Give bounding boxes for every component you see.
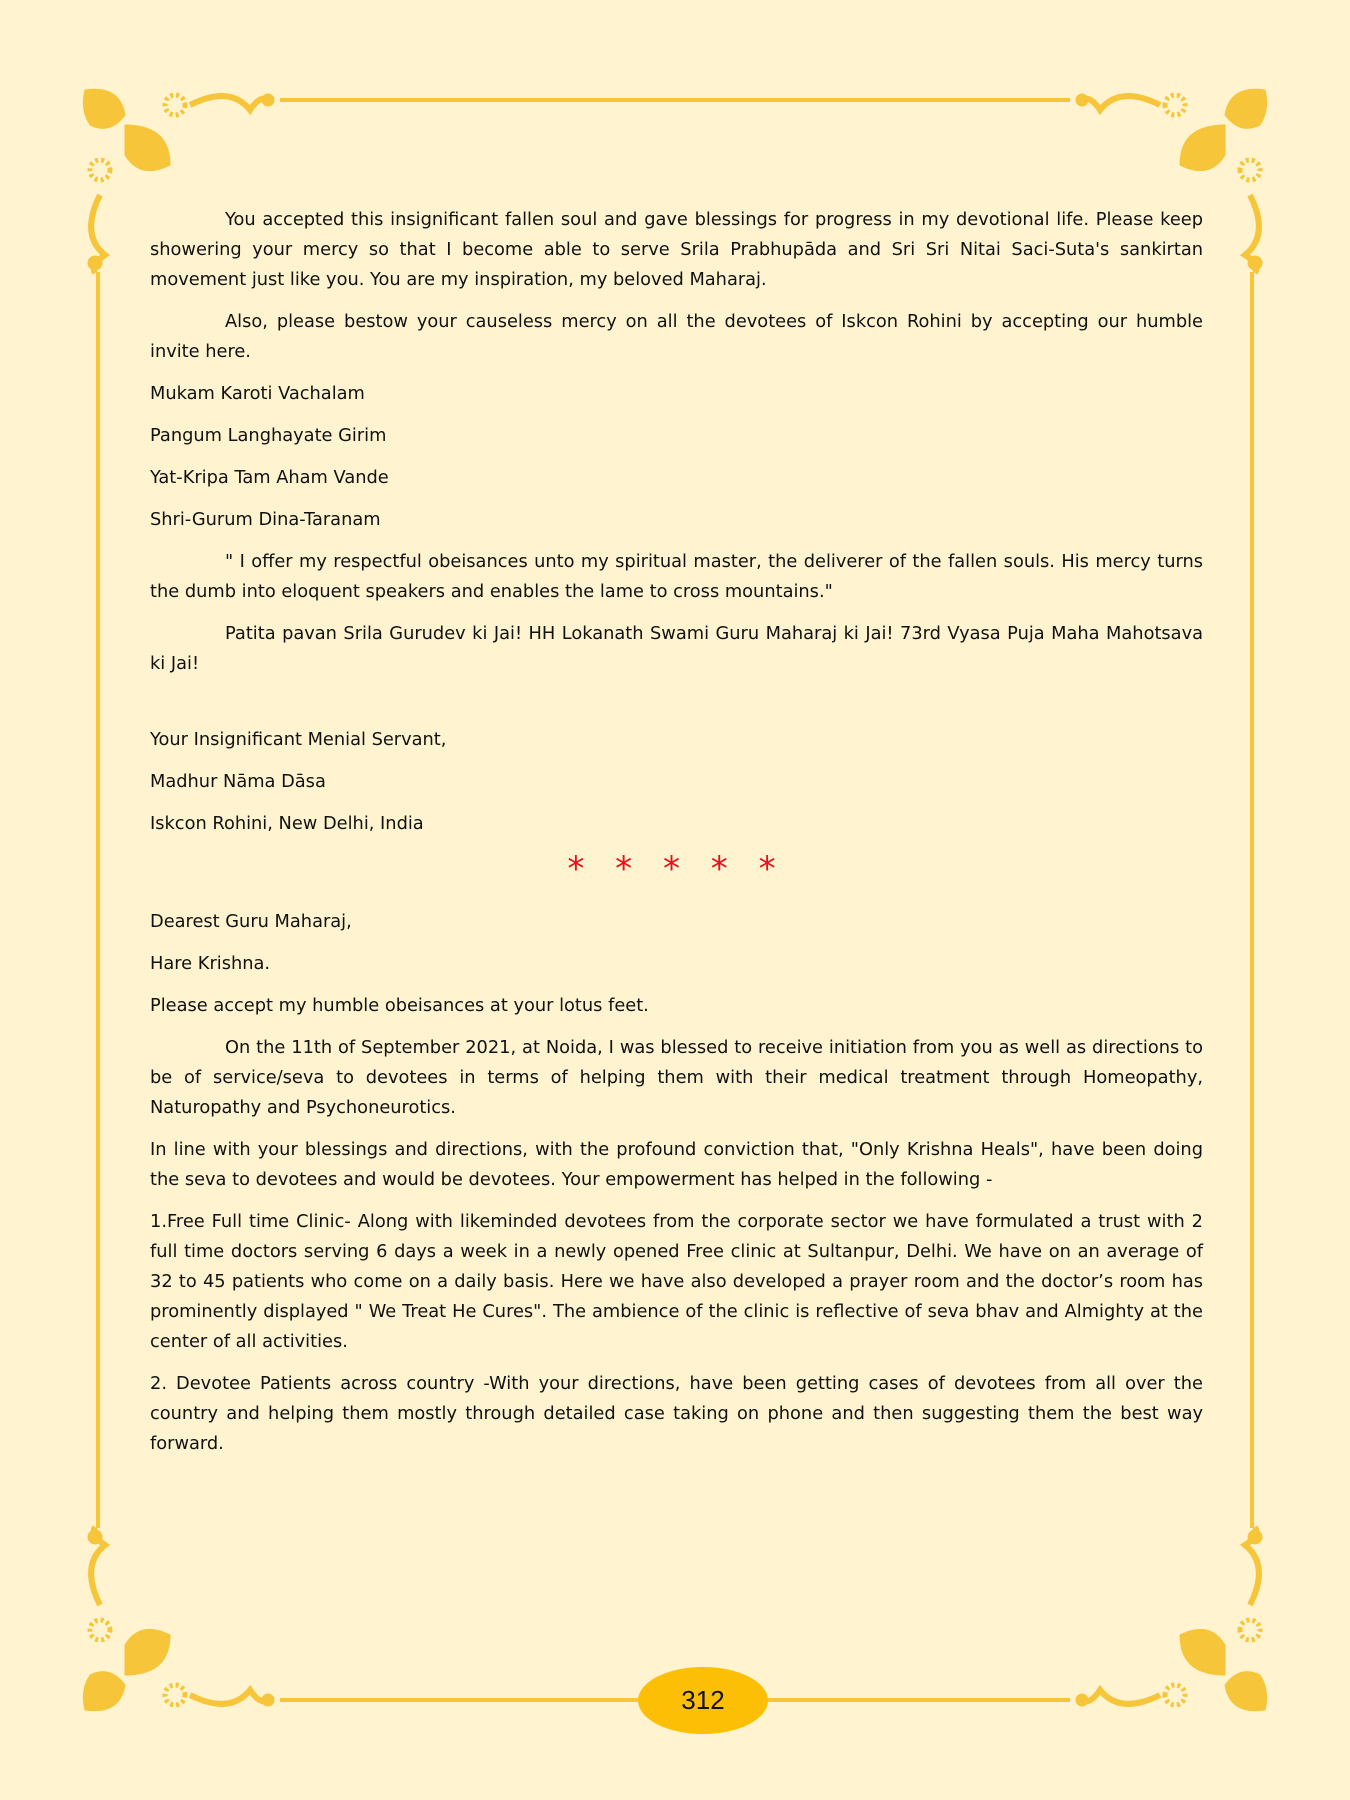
- verse-translation: " I offer my respectful obeisances unto my spiritual master, the deliverer of the fallen souls. His mercy turns the dumb into eloquent speakers and enables the lame to cross mountains.": [150, 551, 1203, 602]
- paragraph: On the 11th of September 2021, at Noida, I was blessed to receive initiation from you as well as directions to be of service/seva to devotees in terms of helping them with their medical treatment through Homeopathy, Naturopathy and Psychoneurotics.: [150, 1037, 1203, 1118]
- paragraph: 2. Devotee Patients across country -With your directions, have been getting cases of devotees from all over the country and helping them mostly through detailed case taking on phone and then suggesting them the best way forward.: [150, 1373, 1203, 1454]
- paragraph: Also, please bestow your causeless mercy on all the devotees of Iskcon Rohini by accepting our humble invite here.: [150, 311, 1203, 362]
- salutation: Dearest Guru Maharaj,: [150, 911, 352, 932]
- signoff-name: Madhur Nāma Dāsa: [150, 771, 326, 792]
- verse-line: Yat-Kripa Tam Aham Vande: [150, 467, 389, 488]
- verse-line: Shri-Gurum Dina-Taranam: [150, 509, 381, 530]
- signoff-line: Your Insignificant Menial Servant,: [150, 729, 447, 750]
- jai-paragraph: Patita pavan Srila Gurudev ki Jai! HH Lokanath Swami Guru Maharaj ki Jai! 73rd Vyasa Puja Maha Mahotsava ki Jai!: [150, 623, 1203, 674]
- page-number-text: 312: [681, 1685, 725, 1715]
- border-right-line: [1250, 272, 1254, 1528]
- corner-ornament-icon: [80, 1525, 280, 1715]
- border-top-line: [280, 98, 1070, 102]
- border-bottom-line-left: [280, 1698, 640, 1702]
- border-bottom-line-right: [766, 1698, 1070, 1702]
- separator-stars: * * * * *: [567, 849, 786, 889]
- verse-line: Mukam Karoti Vachalam: [150, 383, 365, 404]
- page-body: [150, 205, 1203, 1471]
- signoff-location: Iskcon Rohini, New Delhi, India: [150, 813, 424, 834]
- page-number: [638, 1667, 768, 1734]
- paragraph: You accepted this insignificant fallen soul and gave blessings for progress in my devotional life. Please keep showering your mercy so that I become able to serve Srila Prabhupāda and Sri Sri Nitai Saci-Suta's sankirtan movement just like you. You are my inspiration, my beloved Maharaj.: [150, 209, 1203, 290]
- obeisances: Please accept my humble obeisances at your lotus feet.: [150, 995, 649, 1016]
- paragraph: In line with your blessings and directions, with the profound conviction that, "Only Krishna Heals", have been doing the seva to devotees and would be devotees. Your empowerment has helped in the following -: [150, 1139, 1203, 1190]
- greeting: Hare Krishna.: [150, 953, 271, 974]
- paragraph: 1.Free Full time Clinic- Along with likeminded devotees from the corporate sector we have formulated a trust with 2 full time doctors serving 6 days a week in a newly opened Free clinic at Sultanpur, Delhi. We have on an average of 32 to 45 patients who come on a daily basis. Here we have also developed a prayer room and the doctor’s room has prominently displayed " We Treat He Cures". The ambience of the clinic is reflective of seva bhav and Almighty at the center of all activities.: [150, 1211, 1203, 1352]
- corner-ornament-icon: [1070, 1525, 1270, 1715]
- verse-line: Pangum Langhayate Girim: [150, 425, 387, 446]
- border-left-line: [96, 272, 100, 1528]
